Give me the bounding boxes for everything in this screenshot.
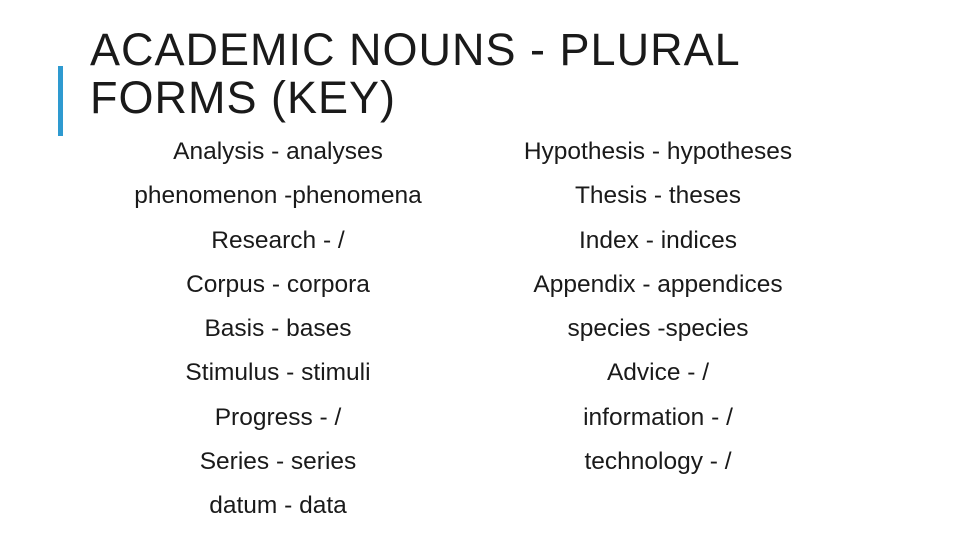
left-column	[90, 130, 466, 529]
title-line: ACADEMIC NOUNS - PLURAL	[90, 24, 741, 75]
noun-pair: datum - data	[209, 492, 347, 520]
noun-pair: Basis - bases	[204, 315, 352, 343]
noun-pair: species -species	[567, 315, 749, 343]
noun-pair: Analysis - analyses	[173, 138, 383, 165]
noun-pair: technology - /	[584, 448, 732, 476]
noun-pair: Corpus - corpora	[186, 270, 370, 298]
noun-pair: Series - series	[199, 448, 357, 476]
noun-pair: Advice - /	[606, 359, 710, 387]
noun-pair: Thesis - theses	[574, 182, 742, 210]
title-accent-bar	[58, 66, 63, 136]
slide-title	[90, 26, 910, 122]
noun-pair: information - /	[583, 403, 733, 431]
noun-pair: Appendix - appendices	[533, 270, 783, 298]
noun-pair: phenomenon -phenomena	[134, 182, 422, 210]
noun-pair: Progress - /	[214, 403, 342, 431]
noun-pair: Hypothesis - hypotheses	[523, 138, 793, 165]
right-column	[470, 130, 846, 484]
noun-pair: Index - indices	[579, 226, 737, 254]
noun-pair: Research - /	[211, 226, 345, 254]
title-line: FORMS (KEY)	[90, 72, 397, 123]
noun-pair: Stimulus - stimuli	[185, 359, 371, 387]
